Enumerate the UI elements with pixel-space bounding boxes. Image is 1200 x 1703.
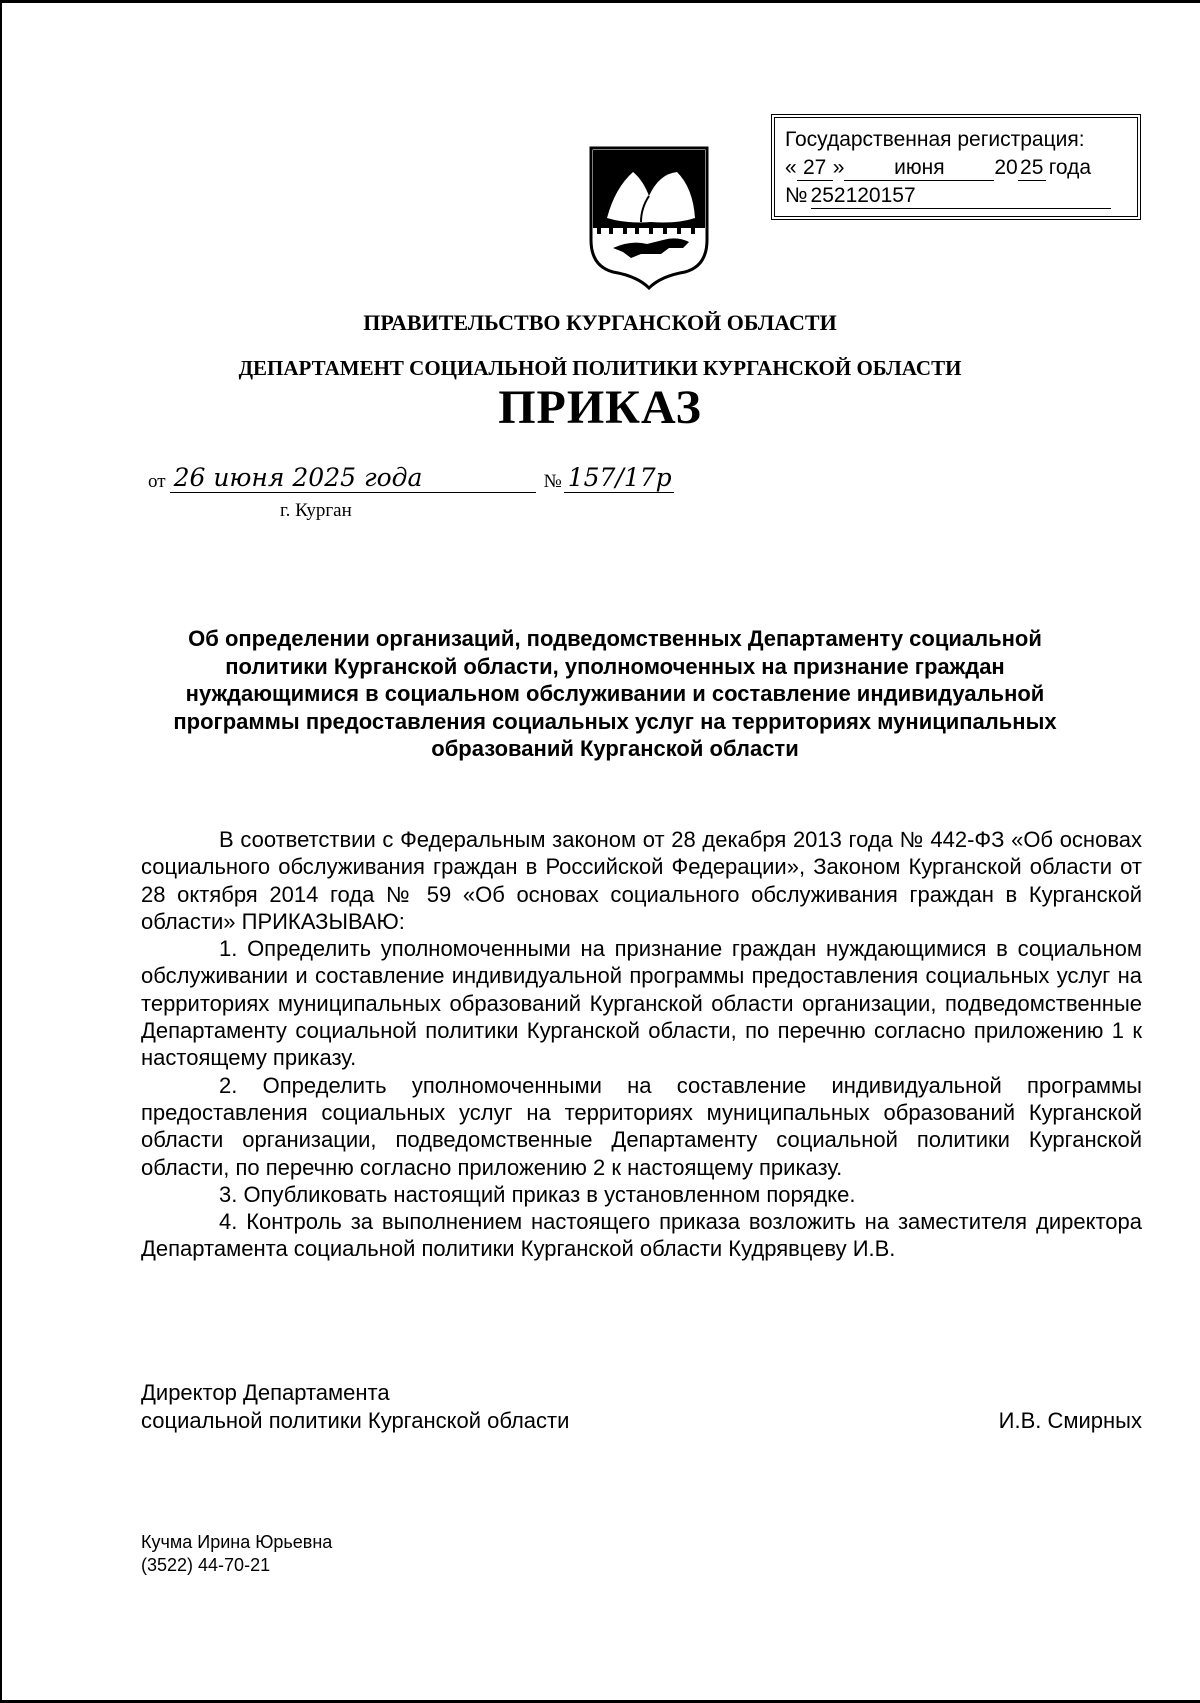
- registration-year-word: года: [1048, 156, 1092, 179]
- registration-stamp: [771, 114, 1141, 220]
- body-item-2: 2. Определить уполномоченными на составление индивидуальной программы предоставления социальных услуг на территориях муниципальных образований Курганской области организации, подведомственные Департаменту социальной политики Курганской области, по перечню согласно приложению 2 к настоящему приказу.: [141, 1072, 1142, 1180]
- body-item-3: 3. Опубликовать настоящий приказ в установленном порядке.: [219, 1181, 856, 1207]
- signer-position-line2: социальной политики Курганской области: [141, 1408, 570, 1433]
- registration-year-prefix: 20: [994, 156, 1018, 179]
- document-type-heading: ПРИКАЗ: [498, 381, 702, 434]
- department-heading: ДЕПАРТАМЕНТ СОЦИАЛЬНОЙ ПОЛИТИКИ КУРГАНСКОЙ ОБЛАСТИ: [238, 356, 962, 380]
- order-meta: [148, 464, 674, 493]
- document-subject: Об определении организаций, подведомственных Департаменту социальной политики Курганской области, уполномоченных на признание граждан нуждающимися в социальном обслуживании и составление индивидуальной программы предоставления социальных услуг на территориях муниципальных образований Курганской области: [173, 626, 1057, 761]
- registration-month: июня: [844, 156, 994, 181]
- signer-name: И.В. Смирных: [998, 1408, 1142, 1433]
- body-item-4: 4. Контроль за выполнением настоящего приказа возложить на заместителя директора Департамента социальной политики Курганской области Кудрявцеву И.В.: [141, 1209, 1142, 1262]
- body-preamble: В соответствии с Федеральным законом от 28 декабря 2013 года № 442-ФЗ «Об основах социального обслуживания граждан в Российской Федерации», Законом Курганской области от 28 октября 2014 года № 59 «Об основах социального обслуживания граждан в Курганской области» ПРИКАЗЫВАЮ:: [141, 827, 1142, 934]
- registration-date: [785, 154, 1129, 181]
- order-from-label: от: [148, 471, 166, 492]
- order-number-handwritten: 157/17р: [564, 464, 674, 493]
- order-date-handwritten: 26 июня 2025 года: [170, 464, 536, 493]
- order-city: г. Курган: [280, 500, 352, 521]
- executor-name: Кучма Ирина Юрьевна: [141, 1532, 333, 1552]
- registration-day-close: »: [832, 156, 845, 179]
- executor-phone: (3522) 44-70-21: [141, 1555, 271, 1575]
- signature-block: [141, 1379, 1142, 1435]
- document-body: [141, 826, 1142, 1263]
- registration-number-label: №: [785, 184, 808, 207]
- government-heading: ПРАВИТЕЛЬСТВО КУРГАНСКОЙ ОБЛАСТИ: [363, 310, 837, 335]
- registration-day: 27: [797, 156, 833, 181]
- registration-year-suffix: 25: [1018, 156, 1046, 181]
- registration-title: Государственная регистрация:: [785, 128, 1085, 151]
- registration-day-open: «: [785, 156, 797, 179]
- scan-border-top: [0, 0, 1200, 3]
- registration-number-row: [785, 182, 1129, 209]
- body-item-1: 1. Определить уполномоченными на признание граждан нуждающимися в социальном обслуживании и составление индивидуальной программы предоставления социальных услуг на территориях муниципальных образований Курганской области организации, подведомственные Департаменту социальной политики Курганской области, по перечню согласно приложению 1 к настоящему приказу.: [141, 936, 1142, 1071]
- scan-border-left: [0, 0, 2, 1703]
- kurgan-coat-of-arms-icon: [585, 144, 713, 290]
- registration-number: 252120157: [811, 184, 1111, 209]
- order-number-label: №: [543, 471, 562, 492]
- executor-block: [141, 1531, 332, 1577]
- signer-position-line1: Директор Департамента: [141, 1380, 390, 1405]
